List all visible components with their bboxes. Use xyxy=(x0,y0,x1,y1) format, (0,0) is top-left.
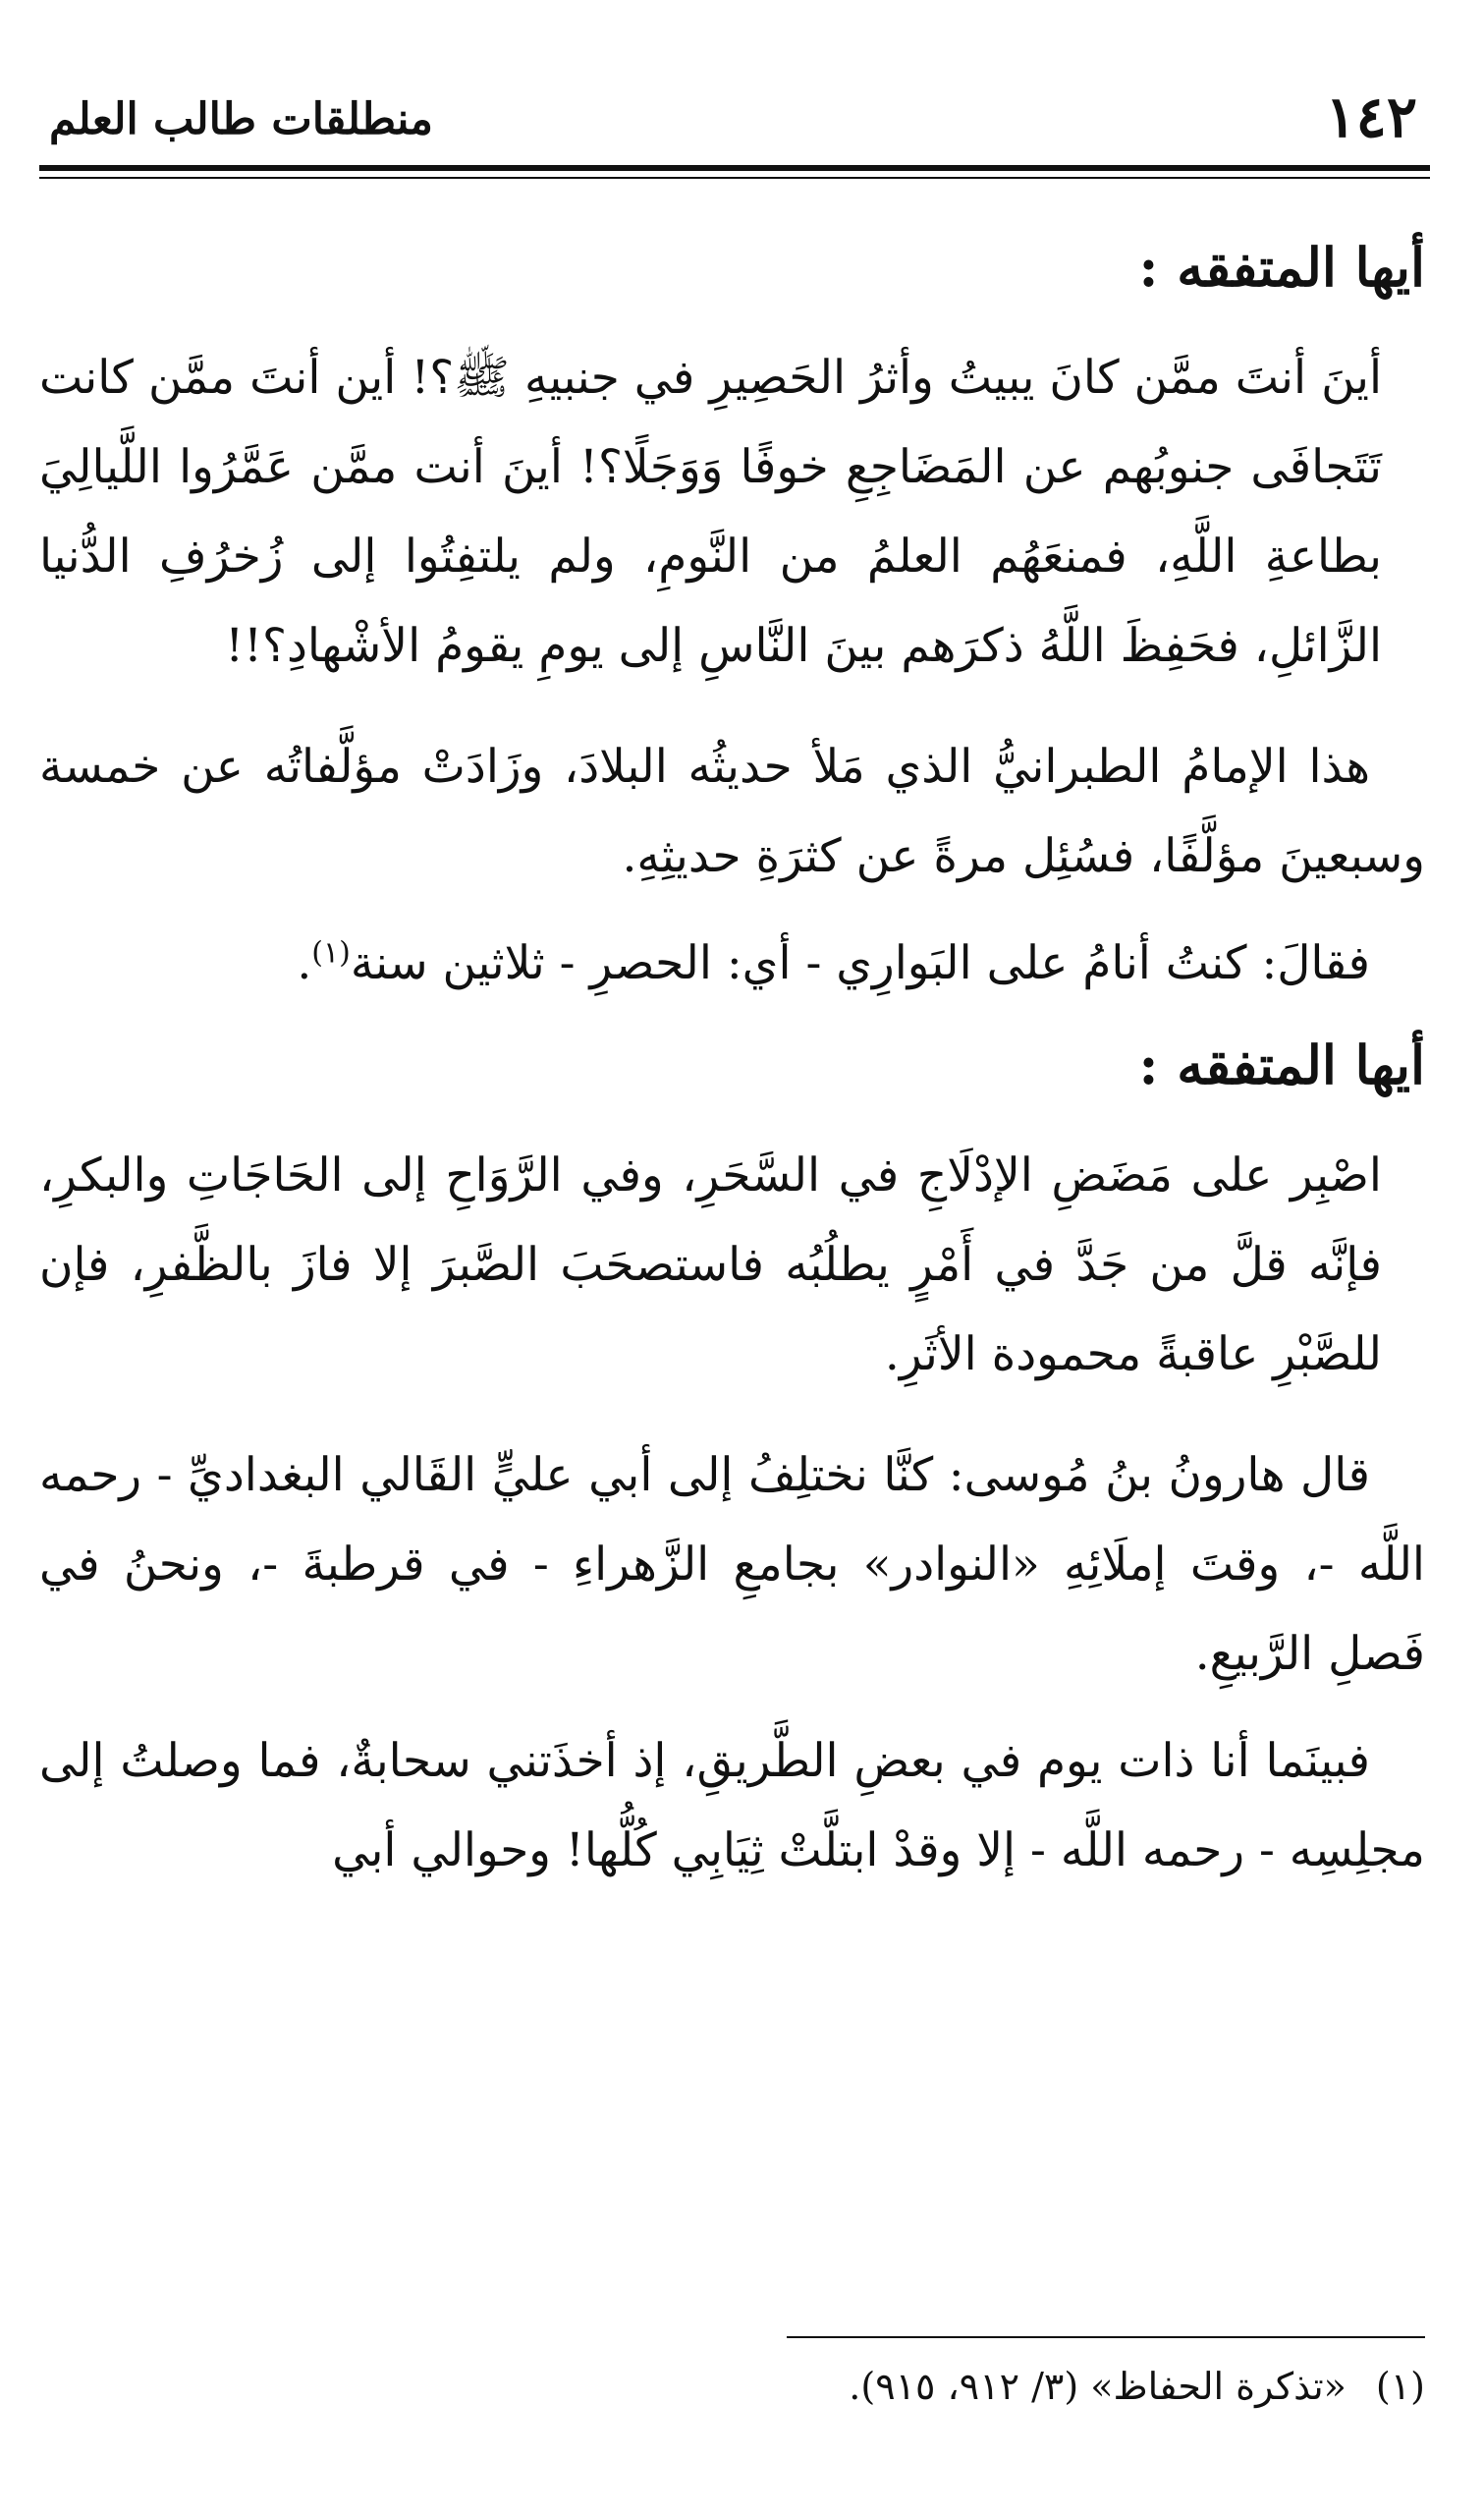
section-heading: أيها المتفقه : xyxy=(1138,236,1425,299)
page-body xyxy=(39,236,1425,1913)
quote-paragraph: أينَ أنتَ ممَّن كانَ يبيتُ وأثرُ الحَصِيرِ في جنبيهِ ﷺ؟! أين أنتَ ممَّن كانت تَتَجافَى جنوبُهم عن المَضَاجِعِ خوفًا وَوَجَلًا؟! أينَ أنت ممَّن عَمَّرُوا اللَّيالِيَ بطاعةِ اللَّهِ، فمنعَهُم العلمُ من النَّومِ، ولم يلتفِتُوا إلى زُخرُفِ الدُّنيا الزَّائلِ، فحَفِظَ اللَّهُ ذكرَهم بينَ النَّاسِ إلى يومِ يقومُ الأشْهادِ؟!! xyxy=(39,350,1383,673)
quote-paragraph: اصْبِر على مَضَضِ الإدْلَاجِ في السَّحَرِ، وفي الرَّوَاحِ إلى الحَاجَاتِ والبكرِ، فإنَّه قلَّ من جَدَّ في أَمْرٍ يطلُبُه فاستصحَبَ الصَّبرَ إلا فازَ بالظَّفرِ، فإن للصَّبْرِ عاقبةً محمودة الأثَرِ. xyxy=(39,1147,1382,1381)
header-rule-thin xyxy=(39,177,1430,179)
paragraph-end: . xyxy=(297,935,312,990)
footnote-marker: (١) xyxy=(311,935,351,971)
footnote-number: (١) xyxy=(1375,2365,1425,2408)
body-paragraph: قال هارونُ بنُ مُوسى: كنَّا نختلِفُ إلى أبي عليٍّ القَالي البغداديِّ - رحمه اللَّه -، وقتَ إملَائِهِ «النوادر» بجامعِ الزَّهراءِ - في قرطبةَ -، ونحنُ في فَصلِ الرَّبيعِ. xyxy=(39,1447,1425,1681)
page-header xyxy=(39,81,1425,159)
footnote xyxy=(39,2363,1425,2411)
section-heading: أيها المتفقه : xyxy=(1138,1033,1425,1096)
page-number: ١٤٢ xyxy=(1325,84,1417,150)
footnote-rule xyxy=(787,2336,1425,2338)
running-title: منطلقات طالب العلم xyxy=(49,94,433,144)
header-rule-thick xyxy=(39,165,1430,171)
paragraph-text: فقالَ: كنتُ أنامُ على البَوارِي - أي: الحصرِ - ثلاثين سنة xyxy=(350,935,1370,990)
footnote-text: «تذكرة الحفاظ» (٣/ ٩١٢، ٩١٥). xyxy=(849,2365,1347,2408)
body-paragraph: فبينَما أنا ذات يوم في بعضِ الطَّريقِ، إذ أخذَتني سحابةٌ، فما وصلتُ إلى مجلِسِه - رحمه اللَّه - إلا وقدْ ابتلَّتْ ثِيَابِي كُلُّها! وحوالي أبي xyxy=(39,1733,1425,1877)
body-paragraph: هذا الإمامُ الطبرانيُّ الذي مَلأ حديثُه البلادَ، وزَادَتْ مؤلَّفاتُه عن خمسة وسبعينَ مؤلَّفًا، فسُئِل مرةً عن كثرَةِ حديثِهِ. xyxy=(39,739,1425,883)
body-paragraph-with-footnote xyxy=(39,919,1425,1008)
